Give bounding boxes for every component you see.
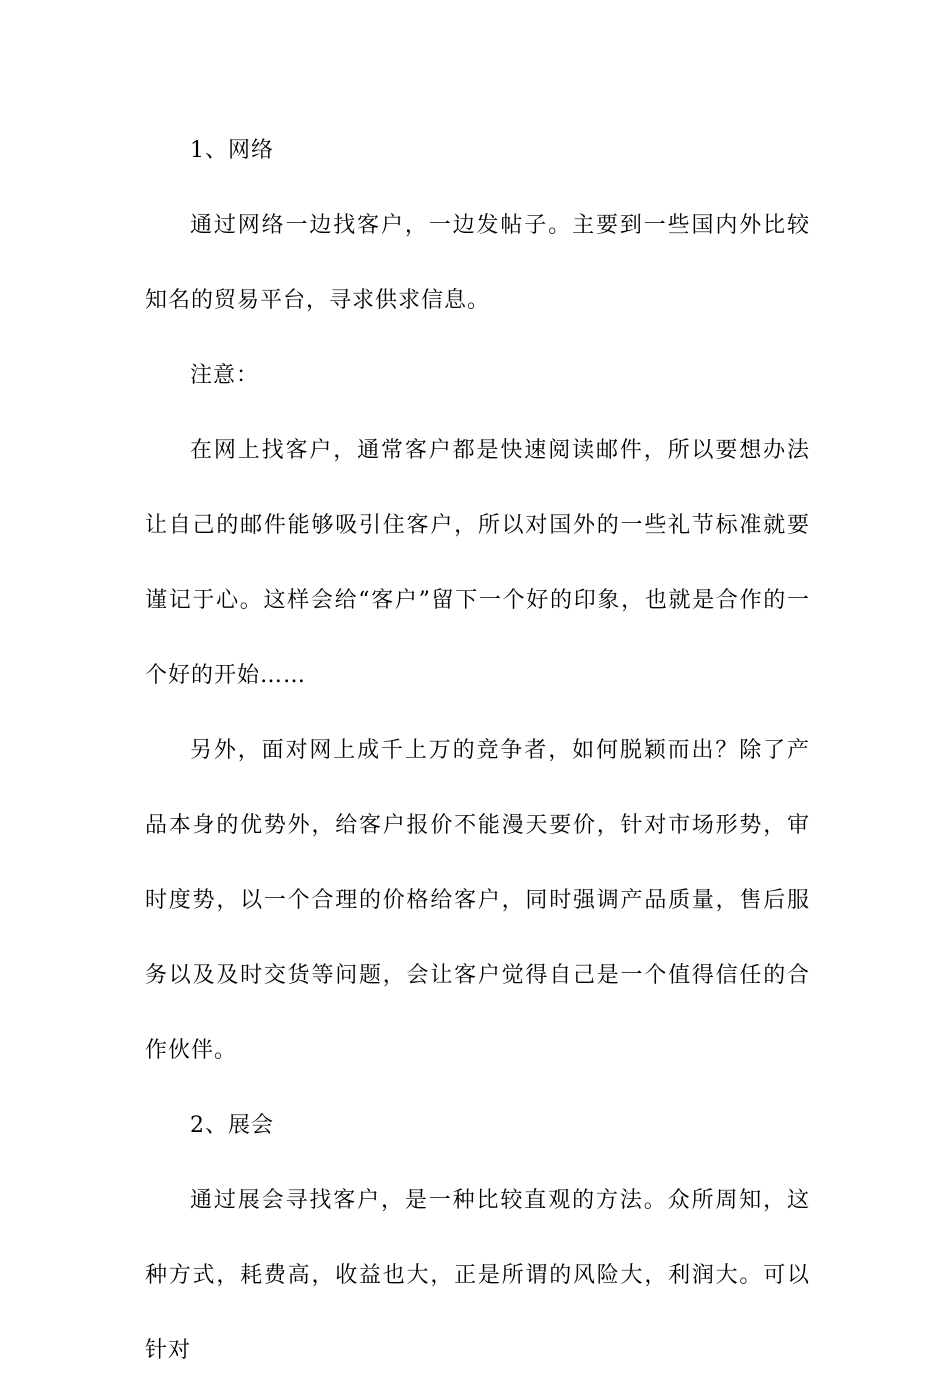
section-heading-exhibition: 2、展会 bbox=[190, 1113, 274, 1138]
paragraph-exhibition-intro: 通过展会寻找客户，是一种比较直观的方法。众所周知，这种方式，耗费高，收益也大，正是所谓的风险大，利润大。可以针对 bbox=[145, 1188, 810, 1363]
section-heading-network: 1、网络 bbox=[190, 138, 274, 163]
note-label: 注意： bbox=[190, 363, 260, 388]
paragraph-network-intro: 通过网络一边找客户，一边发帖子。主要到一些国内外比较知名的贸易平台，寻求供求信息。 bbox=[145, 213, 810, 313]
document-body bbox=[145, 113, 810, 1388]
paragraph-competition-pricing: 另外，面对网上成千上万的竞争者，如何脱颖而出？除了产品本身的优势外，给客户报价不能漫天要价，针对市场形势，审时度势，以一个合理的价格给客户，同时强调产品质量，售后服务以及及时交货等问题，会让客户觉得自己是一个值得信任的合作伙伴。 bbox=[145, 738, 810, 1063]
paragraph-email-etiquette: 在网上找客户，通常客户都是快速阅读邮件，所以要想办法让自己的邮件能够吸引住客户，所以对国外的一些礼节标准就要谨记于心。这样会给“客户”留下一个好的印象，也就是合作的一个好的开始…… bbox=[145, 438, 810, 688]
